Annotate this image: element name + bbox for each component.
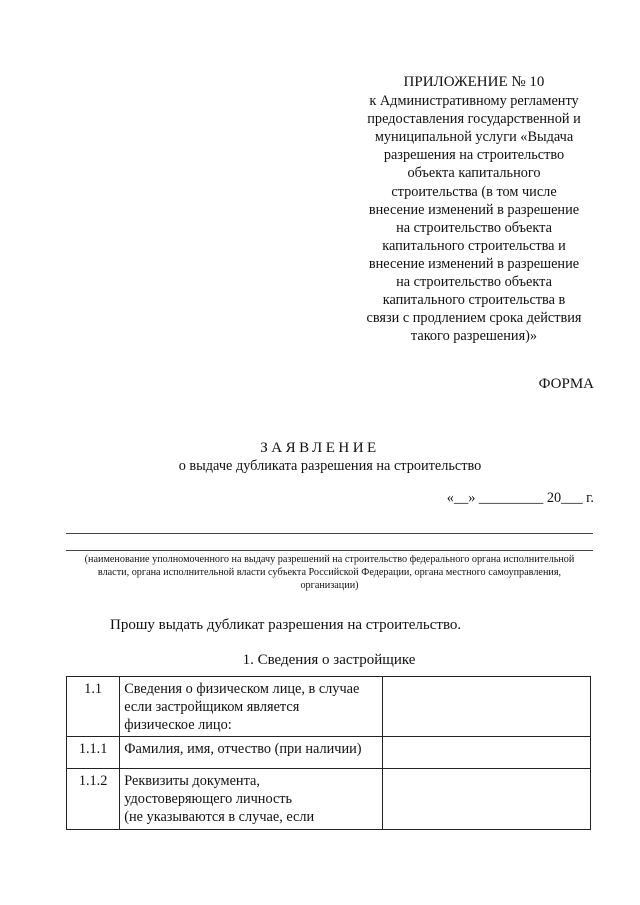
caption-line: организации) xyxy=(300,580,359,591)
description-line: если застройщиком является xyxy=(124,699,300,716)
row-number: 1.1.1 xyxy=(67,737,120,769)
appendix-line: такого разрешения)» xyxy=(410,328,538,345)
description-line: (не указываются в случае, если xyxy=(124,809,315,826)
appendix-line: объекта капитального xyxy=(407,165,541,182)
appendix-line: внесение изменений в разрешение xyxy=(368,201,580,218)
description-line: удостоверяющего личность xyxy=(124,791,293,808)
row-description xyxy=(120,677,382,737)
description-line: Реквизиты документа, xyxy=(124,773,260,790)
appendix-line: муниципальной услуги «Выдача xyxy=(374,129,574,146)
row-description xyxy=(120,737,382,769)
appendix-line: разрешения на строительство xyxy=(383,147,565,164)
recipient-line[interactable] xyxy=(66,533,593,534)
document-subtitle: о выдаче дубликата разрешения на строительство xyxy=(178,458,482,474)
appendix-line: строительства (в том числе xyxy=(391,183,557,200)
caption-line: (наименование уполномоченного на выдачу разрешений на строительство федерального органа исполнительной xyxy=(84,554,575,565)
row-number: 1.1.2 xyxy=(67,769,120,829)
appendix-line: предоставления государственной и xyxy=(367,111,581,128)
appendix-line: капитального строительства и xyxy=(382,237,566,254)
description-line: физическое лицо: xyxy=(124,717,232,734)
appendix-title: ПРИЛОЖЕНИЕ № 10 xyxy=(403,74,545,90)
recipient-line-2[interactable] xyxy=(66,550,593,551)
recipient-caption xyxy=(66,553,593,592)
appendix-line: на строительство объекта xyxy=(396,274,552,291)
appendix-line: на строительство объекта xyxy=(396,219,552,236)
appendix-line: капитального строительства в xyxy=(382,292,566,309)
description-line: Фамилия, имя, отчество (при наличии) xyxy=(124,741,362,758)
table-row xyxy=(67,737,591,769)
appendix-header xyxy=(355,73,593,345)
row-value-cell[interactable] xyxy=(382,737,590,769)
date-field[interactable]: «__» _________ 20___ г. xyxy=(446,490,594,506)
table-row xyxy=(67,677,591,737)
document-title: ЗАЯВЛЕНИЕ xyxy=(260,440,380,456)
row-value-cell[interactable] xyxy=(382,677,590,737)
row-value-cell[interactable] xyxy=(382,769,590,829)
section-title: 1. Сведения о застройщике xyxy=(242,652,416,668)
appendix-line: внесение изменений в разрешение xyxy=(368,255,580,272)
appendix-line: к Административному регламенту xyxy=(369,93,579,110)
form-label: ФОРМА xyxy=(538,376,594,392)
description-line: Сведения о физическом лице, в случае xyxy=(124,681,360,697)
caption-line: власти, органа исполнительной власти субъекта Российской Федерации, органа местного самоуправления, xyxy=(97,567,562,578)
developer-info-table xyxy=(66,676,591,830)
row-number: 1.1 xyxy=(67,677,120,737)
row-description xyxy=(120,769,382,829)
request-text: Прошу выдать дубликат разрешения на строительство. xyxy=(110,617,462,633)
table-row xyxy=(67,769,591,829)
appendix-line: связи с продлением срока действия xyxy=(366,310,582,327)
